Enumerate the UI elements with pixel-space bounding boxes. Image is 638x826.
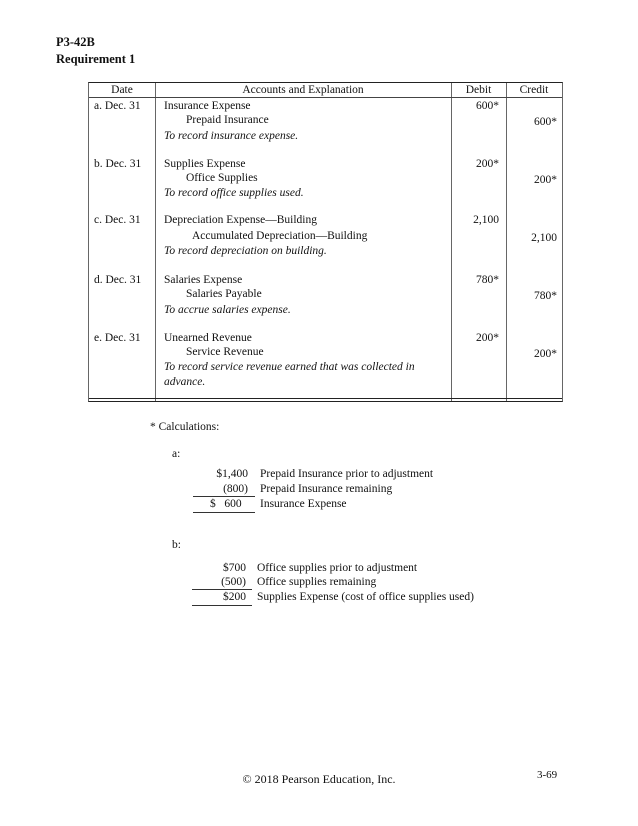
calc-a-desc: Insurance Expense bbox=[260, 498, 347, 510]
debit-account: Unearned Revenue bbox=[164, 332, 252, 344]
calc-a-amount: $1,400 bbox=[216, 468, 248, 480]
calc-a-desc: Prepaid Insurance prior to adjustment bbox=[260, 468, 434, 480]
debit-amount: 600* bbox=[476, 100, 499, 112]
page-number: 3-69 bbox=[537, 769, 558, 781]
problem-title: P3-42B bbox=[56, 35, 95, 49]
column-divider bbox=[451, 83, 452, 401]
calc-b-amount: (500) bbox=[221, 576, 246, 588]
calc-b-desc: Supplies Expense (cost of office supplies used) bbox=[257, 591, 474, 603]
credit-account: Service Revenue bbox=[186, 346, 264, 358]
credit-amount: 780* bbox=[534, 290, 557, 302]
entry-explanation: To record office supplies used. bbox=[164, 187, 304, 199]
entry-date: c. Dec. 31 bbox=[94, 214, 141, 226]
header-credit: Credit bbox=[519, 84, 549, 96]
journal-table bbox=[88, 82, 563, 402]
header-date: Date bbox=[111, 84, 133, 96]
calc-a-label: a: bbox=[172, 448, 181, 460]
credit-account: Accumulated Depreciation—Building bbox=[192, 230, 368, 242]
debit-account: Depreciation Expense—Building bbox=[164, 214, 317, 226]
credit-account: Salaries Payable bbox=[186, 288, 262, 300]
entry-explanation: To accrue salaries expense. bbox=[164, 304, 291, 316]
credit-amount: 600* bbox=[534, 116, 557, 128]
header-divider bbox=[89, 97, 562, 98]
entry-date: b. Dec. 31 bbox=[94, 158, 142, 170]
credit-amount: 200* bbox=[534, 174, 557, 186]
credit-amount: 2,100 bbox=[531, 232, 557, 244]
column-divider bbox=[155, 83, 156, 401]
debit-account: Salaries Expense bbox=[164, 274, 243, 286]
entry-date: e. Dec. 31 bbox=[94, 332, 141, 344]
calc-b-desc: Office supplies prior to adjustment bbox=[257, 562, 418, 574]
total-underline bbox=[193, 512, 255, 513]
entry-explanation: To record service revenue earned that was collected in advance. bbox=[164, 361, 415, 388]
credit-account: Office Supplies bbox=[186, 172, 258, 184]
debit-amount: 2,100 bbox=[473, 214, 499, 226]
calc-b-label: b: bbox=[172, 539, 181, 551]
copyright-footer: © 2018 Pearson Education, Inc. bbox=[242, 772, 396, 786]
header-debit: Debit bbox=[465, 84, 492, 96]
debit-amount: 780* bbox=[476, 274, 499, 286]
total-underline bbox=[192, 605, 252, 606]
calc-b-desc: Office supplies remaining bbox=[257, 576, 377, 588]
calculations-title: * Calculations: bbox=[150, 421, 220, 433]
credit-account: Prepaid Insurance bbox=[186, 114, 269, 126]
calc-a-desc: Prepaid Insurance remaining bbox=[260, 483, 393, 495]
entry-explanation: To record depreciation on building. bbox=[164, 245, 327, 257]
debit-amount: 200* bbox=[476, 332, 499, 344]
column-divider bbox=[506, 83, 507, 401]
header-accounts: Accounts and Explanation bbox=[242, 84, 364, 96]
calc-a-amount: (800) bbox=[223, 483, 248, 495]
calc-b-amount: $700 bbox=[223, 562, 246, 574]
debit-account: Insurance Expense bbox=[164, 100, 251, 112]
entry-date: a. Dec. 31 bbox=[94, 100, 141, 112]
requirement-title: Requirement 1 bbox=[56, 52, 136, 66]
credit-amount: 200* bbox=[534, 348, 557, 360]
calc-a-amount: $ 600 bbox=[210, 498, 242, 510]
entry-explanation: To record insurance expense. bbox=[164, 130, 299, 142]
debit-amount: 200* bbox=[476, 158, 499, 170]
entry-date: d. Dec. 31 bbox=[94, 274, 142, 286]
calc-b-amount: $200 bbox=[223, 591, 246, 603]
debit-account: Supplies Expense bbox=[164, 158, 246, 170]
